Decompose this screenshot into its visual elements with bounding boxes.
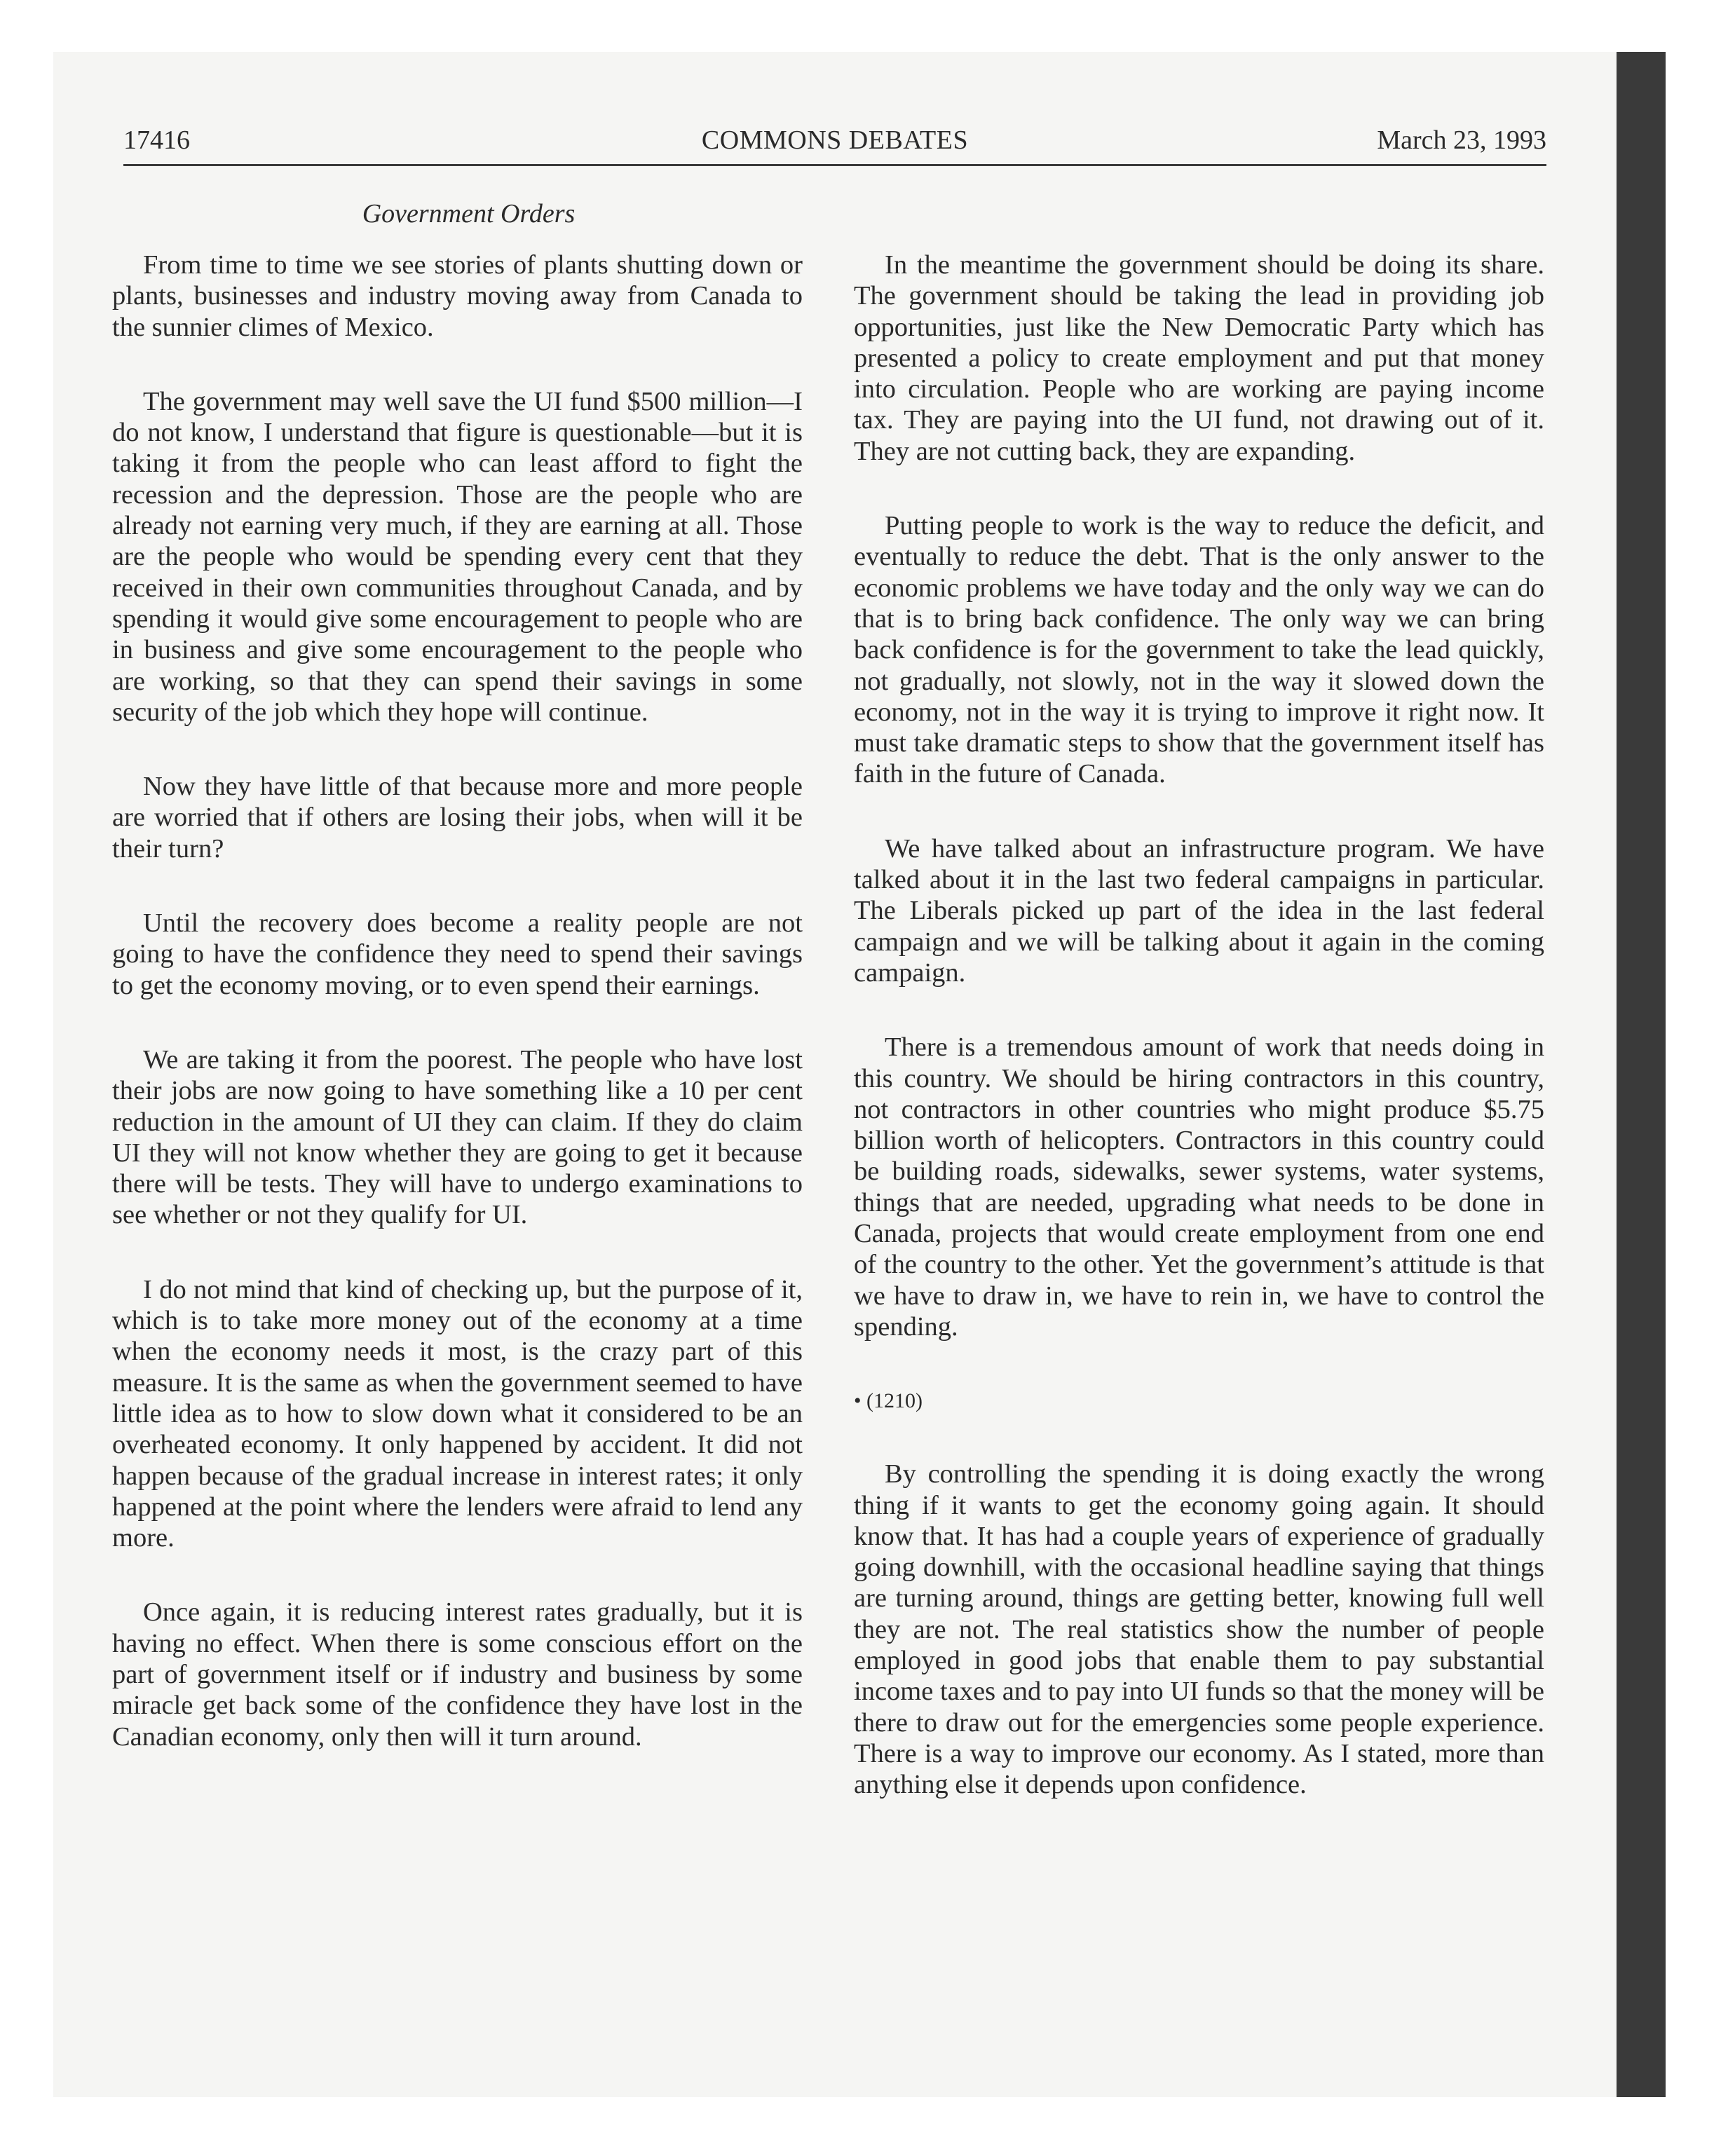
right-column xyxy=(854,250,1544,1843)
page-header xyxy=(123,125,1546,166)
paragraph: From time to time we see stories of plants shutting down or plants, businesses and industry moving away from Canada to the sunnier climes of Mexico. xyxy=(112,250,803,342)
paragraph: By controlling the spending it is doing exactly the wrong thing if it wants to get the economy going again. It should know that. It has had a couple years of experience of gradually going downhill, with the occasional headline saying that things are turning around, things are getting better, knowing full well they are not. The real statistics show the number of people employed in good jobs that enable them to pay substantial income taxes and to pay into UI funds so that the money will be there to draw out for the emergencies some people experience. There is a way to improve our economy. As I stated, more than anything else it depends upon confidence. xyxy=(854,1459,1544,1800)
paragraph: Now they have little of that because more and more people are worried that if others are losing their jobs, when will it be their turn? xyxy=(112,772,803,864)
paragraph: Until the recovery does become a reality people are not going to have the confidence they need to spend their savings to get the economy moving, or to even spend their earnings. xyxy=(112,908,803,1000)
paragraph: We are taking it from the poorest. The people who have lost their jobs are now going to have something like a 10 per cent reduction in the amount of UI they can claim. If they do claim UI they will not know whether they are going to get it because there will be tests. They will have to undergo examinations to see whether or not they qualify for UI. xyxy=(112,1044,803,1230)
paragraph: I do not mind that kind of checking up, but the purpose of it, which is to take more money out of the economy at a time when the economy needs it most, is the crazy part of this measure. It is the same as when the government seemed to have little idea as to how to slow down what it considered to be an overheated economy. It only happened by accident. It did not happen because of the gradual increase in interest rates; it only happened at the point where the lenders were afraid to lend any more. xyxy=(112,1274,803,1553)
issue-date: March 23, 1993 xyxy=(1377,125,1546,155)
paragraph: In the meantime the government should be doing its share. The government should be taking the lead in providing job opportunities, just like the New Democratic Party which has presented a policy to create employment and put that money into circulation. People who are working are paying income tax. They are paying into the UI fund, not drawing out of it. They are not cutting back, they are expanding. xyxy=(854,250,1544,466)
publication-title: COMMONS DEBATES xyxy=(701,125,969,155)
paragraph: Putting people to work is the way to reduce the deficit, and eventually to reduce the debt. That is the only answer to the economic problems we have today and the only way we can do that is to bring back confidence. The only way we can bring back confidence is for the government to take the lead quickly, not gradually, not slowly, not in the way it slowed down the economy, not in the way it is trying to improve it right now. It must take dramatic steps to show that the government itself has faith in the future of Canada. xyxy=(854,511,1544,789)
time-marker: • (1210) xyxy=(854,1389,923,1413)
paragraph: Once again, it is reducing interest rates gradually, but it is having no effect. When there is some conscious effort on the part of government itself or if industry and business by some miracle get back some of the confidence they have lost in the Canadian economy, only then will it turn around. xyxy=(112,1597,803,1752)
scan-edge-shadow xyxy=(1617,52,1666,2097)
page-number: 17416 xyxy=(123,125,190,155)
paragraph: We have talked about an infrastructure program. We have talked about it in the last two federal campaigns in particular. The Liberals picked up part of the idea in the last federal campaign and we will be talking about it again in the coming campaign. xyxy=(854,833,1544,988)
left-column xyxy=(112,250,803,1796)
section-title: Government Orders xyxy=(362,199,576,228)
paragraph: The government may well save the UI fund $500 million—I do not know, I understand that figure is questionable—but it is taking it from the people who can least afford to fight the recession and the depression. Those are the people who are already not earning very much, if they are earning at all. Those are the people who would be spending every cent that they received in their own communities throughout Canada, and by spending it would give some encouragement to people who are in business and give some encouragement to the people who are working, so that they can spend their savings in some security of the job which they hope will continue. xyxy=(112,386,803,727)
paragraph: There is a tremendous amount of work that needs doing in this country. We should be hiring contractors in this country, not contractors in other countries who might produce $5.75 billion worth of helicopters. Contractors in this country could be building roads, sidewalks, sewer systems, water systems, things that are needed, upgrading what needs to be done in Canada, projects that would create employment from one end of the country to the other. Yet the government’s attitude is that we have to draw in, we have to rein in, we have to control the spending. xyxy=(854,1032,1544,1342)
